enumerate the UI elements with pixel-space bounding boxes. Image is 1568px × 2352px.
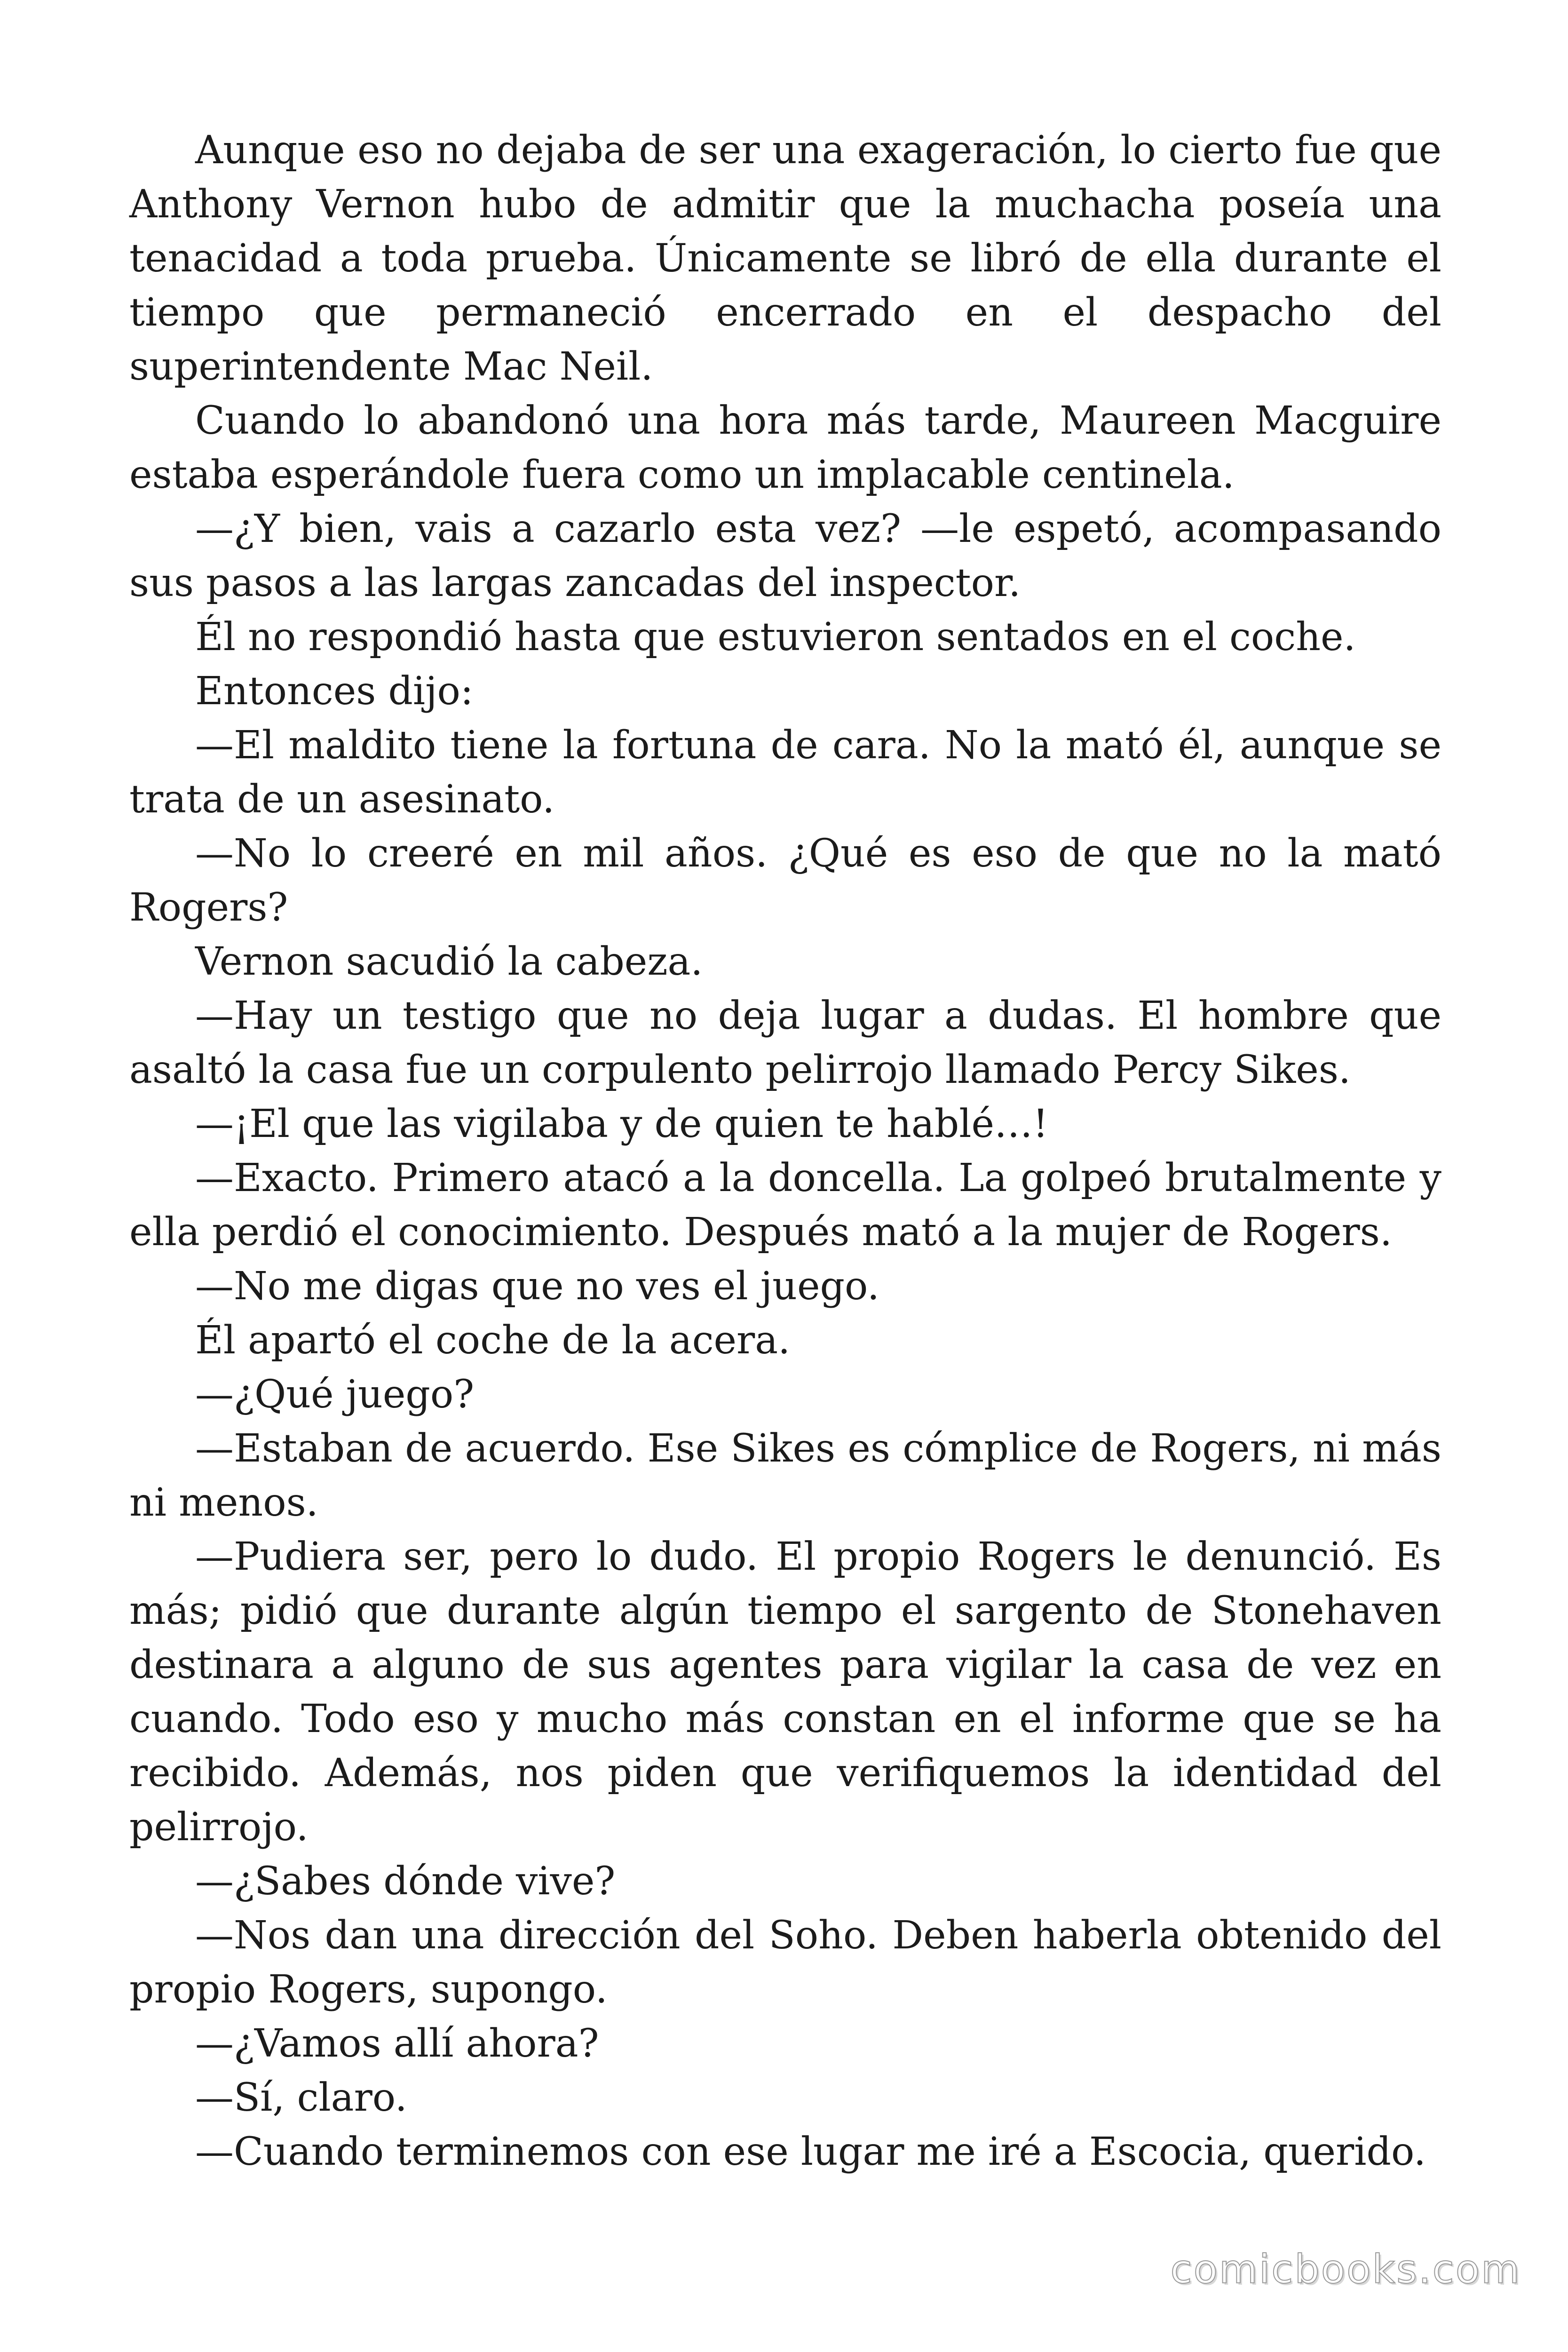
paragraph: —Estaban de acuerdo. Ese Sikes es cómplice de Rogers, ni más ni menos. (129, 1426, 1441, 1525)
paragraph: —Hay un testigo que no deja lugar a dudas. El hombre que asaltó la casa fue un corpulento pelirrojo llamado Percy Sikes. (129, 993, 1441, 1092)
body-text (129, 123, 1441, 2179)
paragraph: —¿Sabes dónde vive? (195, 1859, 616, 1904)
paragraph: —Sí, claro. (195, 2075, 407, 2120)
paragraph: —No lo creeré en mil años. ¿Qué es eso de que no la mató Rogers? (129, 831, 1441, 930)
paragraph: —No me digas que no ves el juego. (195, 1264, 879, 1309)
paragraph: Cuando lo abandonó una hora más tarde, Maureen Macguire estaba esperándole fuera como un implacable centinela. (129, 398, 1441, 497)
paragraph: Aunque eso no dejaba de ser una exageración, lo cierto fue que Anthony Vernon hubo de admitir que la muchacha poseía una tenacidad a toda prueba. Únicamente se libró de ella durante el tiempo que permaneció encerrado en el despacho del superintendente Mac Neil. (129, 128, 1441, 389)
paragraph: —Exacto. Primero atacó a la doncella. La golpeó brutalmente y ella perdió el conocimiento. Después mató a la mujer de Rogers. (129, 1156, 1441, 1255)
paragraph: —¿Vamos allí ahora? (195, 2021, 599, 2066)
paragraph: —¡El que las vigilaba y de quien te hablé…! (195, 1102, 1048, 1146)
watermark-logo: comicbooks.com (1170, 2246, 1521, 2292)
paragraph: —El maldito tiene la fortuna de cara. No la mató él, aunque se trata de un asesinato. (129, 723, 1441, 822)
paragraph: —¿Y bien, vais a cazarlo esta vez? —le espetó, acompasando sus pasos a las largas zancadas del inspector. (129, 507, 1441, 605)
paragraph: Entonces dijo: (195, 669, 474, 714)
paragraph: Vernon sacudió la cabeza. (195, 939, 703, 984)
paragraph: Él no respondió hasta que estuvieron sentados en el coche. (195, 615, 1356, 660)
paragraph: —Nos dan una dirección del Soho. Deben haberla obtenido del propio Rogers, supongo. (129, 1913, 1441, 2012)
paragraph: —¿Qué juego? (195, 1372, 475, 1417)
paragraph: —Pudiera ser, pero lo dudo. El propio Rogers le denunció. Es más; pidió que durante algún tiempo el sargento de Stonehaven destinara a alguno de sus agentes para vigilar la casa de vez en cuando. Todo eso y mucho más constan en el informe que se ha recibido. Además, nos piden que verifiquemos la identidad del pelirrojo. (129, 1534, 1441, 1850)
paragraph: Él apartó el coche de la acera. (195, 1318, 791, 1363)
paragraph: —Cuando terminemos con ese lugar me iré a Escocia, querido. (195, 2130, 1426, 2174)
